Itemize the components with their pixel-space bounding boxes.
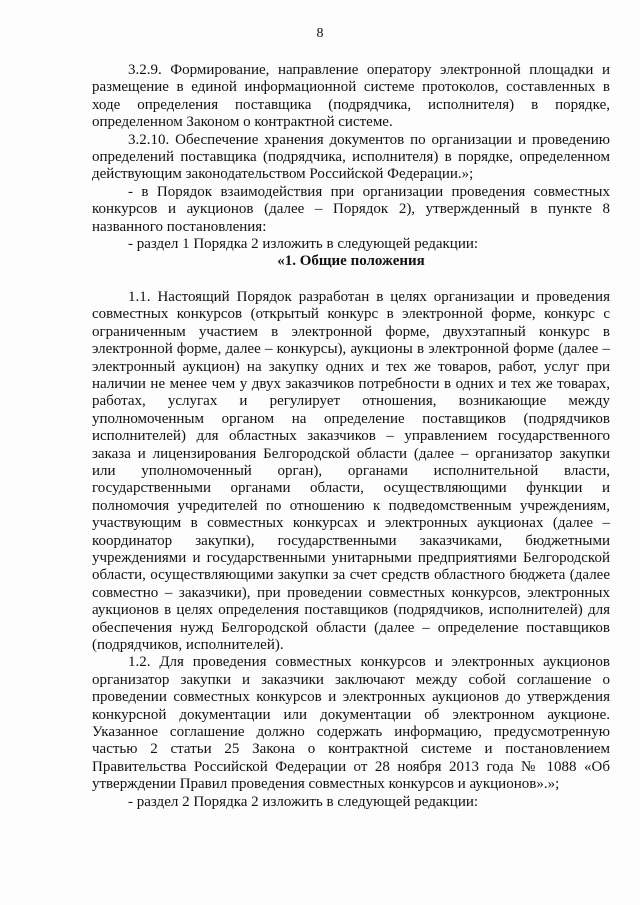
paragraph-3-2-10: 3.2.10. Обеспечение хранения документов по организации и проведению определений поставщика (подрядчика, исполнителя) в порядке, определенном действующим законодательством Российской Федерации.»;	[92, 131, 610, 183]
document-body	[92, 62, 610, 811]
paragraph-3-2-9: 3.2.9. Формирование, направление оператору электронной площадки и размещение в единой информационной системе протоколов, составленных в ходе определения поставщика (подрядчика, исполнителя) в порядке, определенном Законом о контрактной системе.	[92, 62, 610, 131]
paragraph-1-2: 1.2. Для проведения совместных конкурсов и электронных аукционов организатор закупки и заказчики заключают между собой соглашение о проведении совместных конкурсов и электронных аукционов до утверждения конкурсной документации или документации об электронном аукционе. Указанное соглашение должно содержать информацию, предусмотренную частью 2 статьи 25 Закона о контрактной системе и постановлением Правительства Российской Федерации от 28 ноября 2013 года № 1088 «Об утверждении Правил проведения совместных конкурсов и аукционов».»;	[92, 654, 610, 793]
paragraph-section-2-intro: - раздел 2 Порядка 2 изложить в следующей редакции:	[128, 793, 479, 810]
paragraph-procedure-2: - в Порядок взаимодействия при организации проведения совместных конкурсов и аукционов (далее – Порядок 2), утвержденный в пункте 8 названного постановления:	[92, 183, 610, 235]
page-number: 8	[316, 26, 324, 41]
section-heading: «1. Общие положения	[277, 253, 425, 270]
paragraph-1-1: 1.1. Настоящий Порядок разработан в целях организации и проведения совместных конкурсов (открытый конкурс в электронной форме, конкурс с ограниченным участием в электронной форме, двухэтапный конкурс в электронной форме, далее – конкурсы), аукционы в электронной форме (далее – электронный аукцион) на закупку одних и тех же товаров, работ, услуг при наличии не менее чем у двух заказчиков потребности в одних и тех же товарах, работах, услугах и регулирует отношения, возникающие между уполномоченным органом на определение поставщиков (подрядчиков исполнителей) для областных заказчиков – управлением государственного заказа и лицензирования Белгородской области (далее – организатор закупки или уполномоченный орган), органами исполнительной власти, государственными органами области, осуществляющими функции и полномочия учредителей по отношению к подведомственным учреждениям, участвующим в совместных конкурсах и электронных аукционах (далее – координатор закупки), государственными заказчиками, бюджетными учреждениями и государственными унитарными предприятиями Белгородской области, осуществляющими закупки за счет средств областного бюджета (далее совместно – заказчики), при проведении совместных конкурсов, электронных аукционов в целях определения поставщиков (подрядчиков, исполнителей) для обеспечения нужд Белгородской области (далее – определение поставщиков (подрядчиков, исполнителей).	[92, 288, 610, 653]
spacer	[92, 271, 610, 289]
paragraph-section-1-intro: - раздел 1 Порядка 2 изложить в следующей редакции:	[128, 236, 479, 253]
